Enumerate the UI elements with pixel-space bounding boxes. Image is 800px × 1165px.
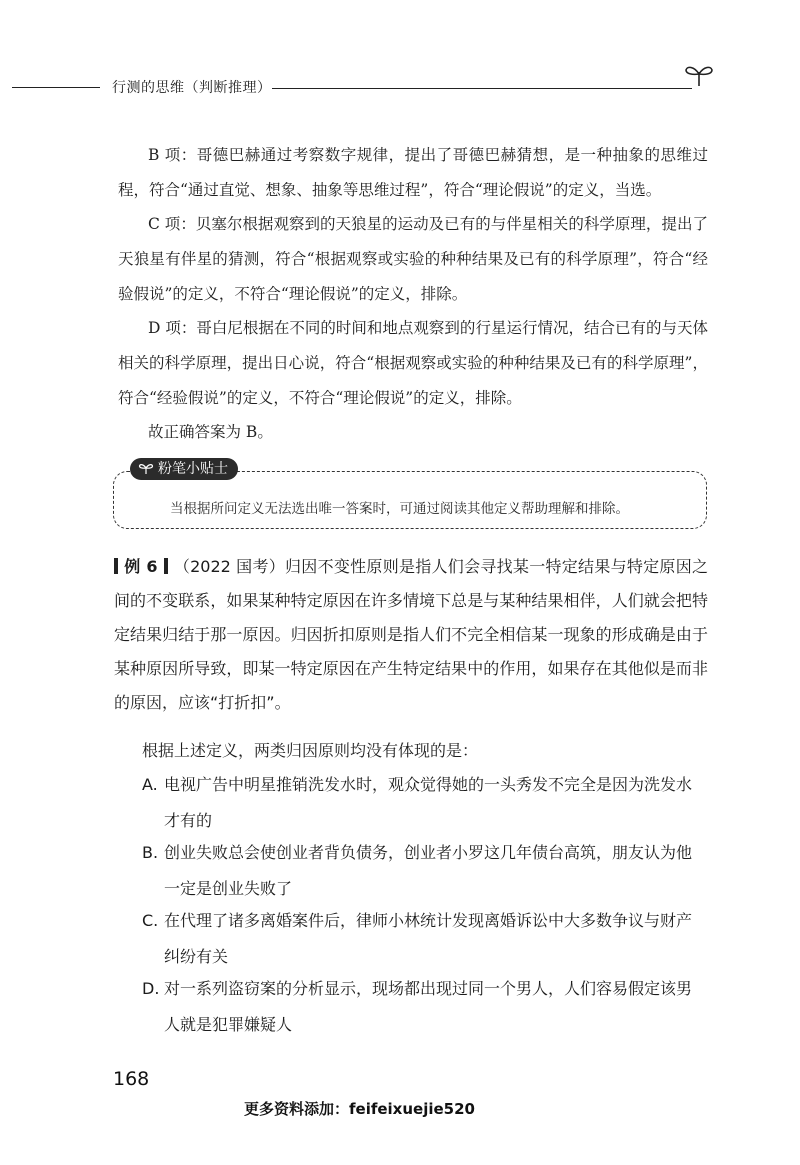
analysis-option-c: C 项：贝塞尔根据观察到的天狼星的运动及已有的与伴星相关的科学原理，提出了天狼星有伴星的猜测，符合“根据观察或实验的种种结果及已有的科学原理”，符合“经验假说”的定义，不符合“理论假说”的定义，排除。 bbox=[118, 215, 708, 303]
question-intro: 根据上述定义，两类归因原则均没有体现的是： bbox=[142, 741, 479, 760]
question-stem: （2022 国考）归因不变性原则是指人们会寻找某一特定结果与特定原因之间的不变联系，如果某种特定原因在许多情境下总是与某种结果相伴，人们就会把特定结果归结于那一原因。归因折扣原则是指人们不完全相信某一现象的形成确是由于某种原因所导致，即某一特定原因在产生特定结果中的作用，如果存在其他似是而非的原因，应该“打折扣”。 bbox=[114, 557, 708, 712]
option-a-line2: 才有的 bbox=[164, 811, 213, 830]
running-header-title: 行测的思维（判断推理） bbox=[112, 80, 272, 96]
option-d-line2: 人就是犯罪嫌疑人 bbox=[164, 1015, 293, 1034]
tip-text: 当根据所问定义无法选出唯一答案时，可通过阅读其他定义帮助理解和排除。 bbox=[170, 501, 629, 517]
header-rule-right bbox=[272, 88, 692, 89]
analysis-conclusion: 故正确答案为 B。 bbox=[148, 423, 273, 441]
header-rule-left bbox=[12, 87, 100, 88]
footer-note: 更多资料添加：feifeixuejie520 bbox=[244, 1100, 475, 1118]
analysis-option-d: D 项：哥白尼根据在不同的时间和地点观察到的行星运行情况，结合已有的与天体相关的科学原理，提出日心说，符合“根据观察或实验的种种结果及已有的科学原理”，符合“经验假说”的定义，不符合“理论假说”的定义，排除。 bbox=[118, 319, 708, 407]
question-label: 例 6 bbox=[124, 557, 158, 576]
option-c-letter: C. bbox=[142, 911, 159, 930]
option-b-letter: B. bbox=[142, 843, 159, 862]
label-bar-left bbox=[114, 558, 118, 574]
option-a-letter: A. bbox=[142, 775, 158, 794]
option-d-line1: 对一系列盗窃案的分析显示，现场都出现过同一个男人，人们容易假定该男 bbox=[164, 979, 693, 998]
sprout-badge-icon bbox=[138, 462, 154, 475]
option-b-line2: 一定是创业失败了 bbox=[164, 879, 293, 898]
analysis-option-b: B 项：哥德巴赫通过考察数字规律，提出了哥德巴赫猜想，是一种抽象的思维过程，符合“通过直觉、想象、抽象等思维过程”，符合“理论假说”的定义，当选。 bbox=[118, 146, 708, 199]
sprout-icon bbox=[684, 62, 714, 88]
option-c[interactable] bbox=[142, 903, 710, 975]
tip-badge bbox=[130, 458, 238, 480]
tip-badge-label: 粉笔小贴士 bbox=[158, 461, 228, 477]
option-c-line1: 在代理了诸多离婚案件后，律师小林统计发现离婚诉讼中大多数争议与财产 bbox=[164, 911, 693, 930]
option-c-line2: 纠纷有关 bbox=[164, 947, 229, 966]
option-d-letter: D. bbox=[142, 979, 160, 998]
option-a[interactable] bbox=[142, 767, 710, 839]
question-stem-block bbox=[114, 550, 708, 720]
option-b[interactable] bbox=[142, 835, 710, 907]
option-b-line1: 创业失败总会使创业者背负债务，创业者小罗这几年债台高筑，朋友认为他 bbox=[164, 843, 693, 862]
option-d[interactable] bbox=[142, 971, 710, 1043]
option-a-line1: 电视广告中明星推销洗发水时，观众觉得她的一头秀发不完全是因为洗发水 bbox=[164, 775, 693, 794]
label-bar-right bbox=[164, 558, 168, 574]
page-number: 168 bbox=[113, 1068, 150, 1090]
